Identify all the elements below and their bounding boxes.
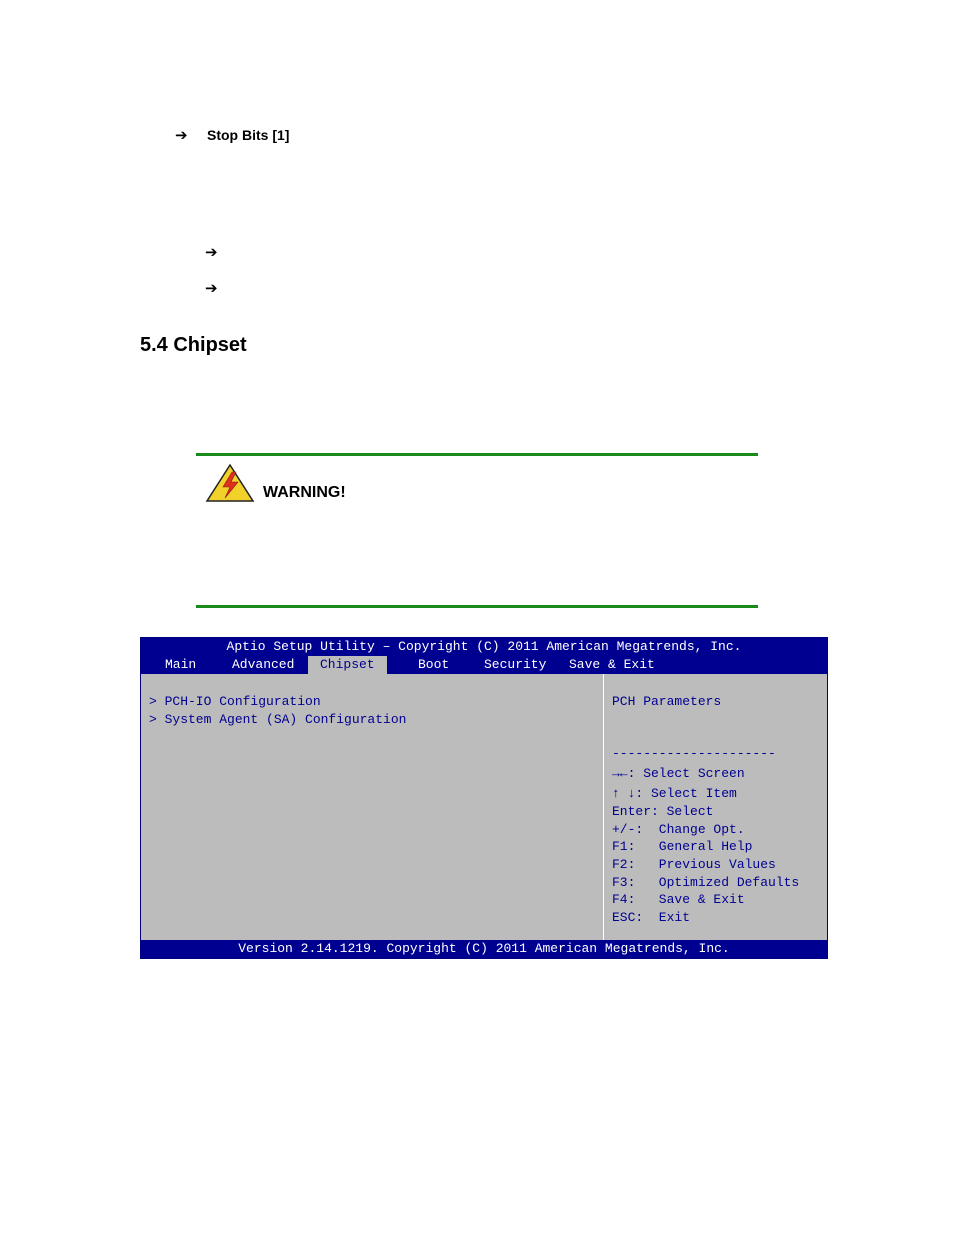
help-key-enter: Enter: Select: [612, 804, 714, 819]
tab-advanced[interactable]: Advanced: [232, 657, 295, 672]
warning-top-rule: [196, 453, 758, 456]
help-key-f2: F2: Previous Values: [612, 857, 776, 872]
bios-footer: Version 2.14.1219. Copyright (C) 2011 American Megatrends, Inc.: [141, 940, 827, 958]
stop-bits-label: Stop Bits [1]: [207, 127, 290, 143]
help-key-select-item: ↑ ↓: Select Item: [612, 786, 737, 801]
menu-item-system-agent[interactable]: > System Agent (SA) Configuration: [149, 712, 407, 727]
help-key-f4: F4: Save & Exit: [612, 892, 745, 907]
warning-bottom-rule: [196, 605, 758, 608]
warning-triangle-icon: [205, 463, 255, 503]
help-key-esc: ESC: Exit: [612, 910, 691, 925]
section-title: 5.4 Chipset: [140, 334, 247, 356]
help-key-f3: F3: Optimized Defaults: [612, 875, 800, 890]
bios-menu-panel: [141, 674, 604, 940]
bullet-arrow-icon: ➔: [175, 126, 188, 144]
tab-save-exit[interactable]: Save & Exit: [569, 657, 655, 672]
help-separator: ---------------------: [612, 746, 776, 761]
bios-tab-bar: [141, 656, 827, 674]
help-title: PCH Parameters: [612, 694, 722, 709]
help-key-select-screen: →←: Select Screen: [612, 766, 745, 781]
bios-title: Aptio Setup Utility – Copyright (C) 2011 American Megatrends, Inc.: [226, 639, 742, 654]
help-key-f1: F1: General Help: [612, 839, 753, 854]
bullet-arrow-icon: ➔: [205, 279, 218, 297]
menu-item-pch-io[interactable]: > PCH-IO Configuration: [149, 694, 321, 709]
tab-security[interactable]: Security: [484, 657, 547, 672]
tab-main[interactable]: Main: [165, 657, 197, 672]
help-key-change-opt: +/-: Change Opt.: [612, 822, 745, 837]
bios-help-panel: [604, 674, 827, 940]
warning-label: WARNING!: [263, 484, 346, 501]
bullet-arrow-icon: ➔: [205, 243, 218, 261]
tab-boot[interactable]: Boot: [418, 657, 450, 672]
tab-chipset[interactable]: Chipset: [308, 656, 387, 674]
bios-header: [141, 638, 827, 674]
bios-screen: [140, 637, 828, 959]
